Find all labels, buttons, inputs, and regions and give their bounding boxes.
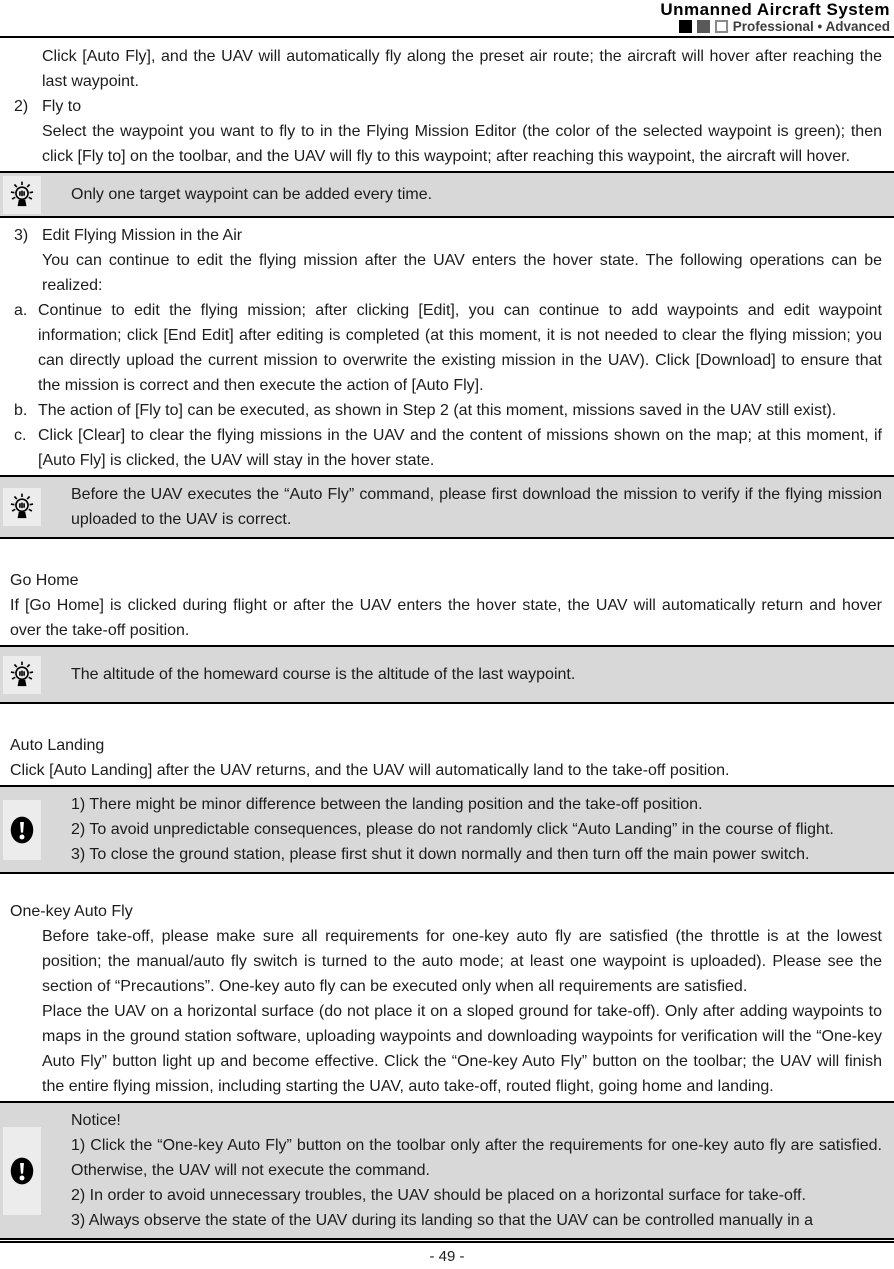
tip-text: Only one target waypoint can be added every time. [71, 186, 433, 203]
sub-item-b [14, 398, 882, 423]
warning-exclamation-icon [3, 1127, 41, 1215]
notice-box [0, 1101, 894, 1240]
go-home-paragraph: If [Go Home] is clicked during flight or after the UAV enters the hover state, the UAV will automatically return and hover over the take-off position. [10, 597, 882, 639]
auto-landing-paragraph: Click [Auto Landing] after the UAV returns, and the UAV will automatically land to the take-off position. [10, 762, 730, 779]
warning-line: 3) To close the ground station, please first shut it down normally and then turn off the main power switch. [71, 846, 810, 863]
list-marker: b. [14, 402, 28, 419]
one-key-paragraph-1: Before take-off, please make sure all requirements for one-key auto fly are satisfied (the throttle is at the lowest position; the manual/auto fly switch is turned to the auto mode; at least one waypoint is uploaded). Please see the section of “Precautions”. One-key auto fly can be executed only when all requirements are satisfied. [42, 928, 882, 995]
warning-box-1 [0, 785, 894, 874]
tip-box-3 [0, 645, 894, 704]
auto-fly-paragraph: Click [Auto Fly], and the UAV will automatically fly along the preset air route; the aircraft will hover after reaching the last waypoint. [42, 48, 882, 90]
one-key-auto-fly-heading: One-key Auto Fly [10, 903, 133, 920]
list-item-2-fly-to [14, 94, 882, 119]
sub-item-text: Continue to edit the flying mission; after clicking [Edit], you can continue to add waypoints and edit waypoint information; click [End Edit] after editing is completed (at this moment, it is not needed to clear the flying mission; you can directly upload the current mission to overwrite the existing mission in the UAV). Click [Download] to ensure that the mission is correct and then execute the action of [Auto Fly]. [38, 302, 882, 394]
legend-square-gray-icon [697, 20, 710, 33]
fly-to-paragraph: Select the waypoint you want to fly to in the Flying Mission Editor (the color of the selected waypoint is green); then click [Fly to] on the toolbar, and the UAV will fly to this waypoint; after reaching this waypoint, the aircraft will hover. [42, 123, 882, 165]
tip-box-1 [0, 171, 894, 218]
header-subtitle-row [0, 19, 890, 34]
notice-line: 2) In order to avoid unnecessary troubles, the UAV should be placed on a horizontal surface for take-off. [71, 1187, 806, 1204]
tip-box-2 [0, 475, 894, 539]
page-header [0, 0, 894, 38]
edit-mission-paragraph: You can continue to edit the flying mission after the UAV enters the hover state. The following operations can be realized: [42, 252, 882, 294]
legend-square-white-icon [715, 20, 728, 33]
header-title: Unmanned Aircraft System [660, 0, 890, 19]
list-item-title: Fly to [42, 98, 82, 115]
warning-line: 2) To avoid unpredictable consequences, please do not randomly click “Auto Landing” in the course of flight. [71, 821, 834, 838]
tip-bulb-icon [3, 176, 41, 214]
auto-landing-heading: Auto Landing [10, 737, 105, 754]
notice-text [41, 1103, 894, 1238]
sub-item-text: The action of [Fly to] can be executed, as shown in Step 2 (at this moment, missions saved in the UAV still exist). [38, 402, 837, 419]
one-key-paragraph-2: Place the UAV on a horizontal surface (do not place it on a sloped ground for take-off). Only after adding waypoints to maps in the ground station software, uploading waypoints and downloading waypoints for verification will the “One-key Auto Fly” button light up and become effective. Click the “One-key Auto Fly” button on the toolbar; the UAV will finish the entire flying mission, including starting the UAV, auto take-off, routed flight, going home and landing. [42, 1003, 882, 1095]
notice-line: 1) Click the “One-key Auto Fly” button on the toolbar only after the requirements for one-key auto fly are satisfied. Otherwise, the UAV will not execute the command. [71, 1137, 882, 1179]
page-content [0, 38, 894, 1241]
warning-text [41, 787, 894, 872]
sub-item-text: Click [Clear] to clear the flying missions in the UAV and the content of missions shown on the map; at this moment, if [Auto Fly] is clicked, the UAV will stay in the hover state. [38, 427, 882, 469]
sub-item-c [14, 423, 882, 473]
list-item-title: Edit Flying Mission in the Air [42, 227, 243, 244]
warning-exclamation-icon [3, 800, 41, 860]
list-marker: 3) [14, 227, 29, 244]
tip-bulb-icon [3, 656, 41, 694]
list-marker: 2) [14, 98, 29, 115]
notice-line: 3) Always observe the state of the UAV during its landing so that the UAV can be controlled manually in a [71, 1212, 814, 1229]
list-item-3-edit-mission [14, 223, 882, 248]
go-home-heading: Go Home [10, 572, 79, 589]
page-footer [0, 1241, 894, 1269]
sub-item-a [14, 298, 882, 398]
notice-title: Notice! [71, 1112, 121, 1129]
legend-square-black-icon [679, 20, 692, 33]
tip-text: The altitude of the homeward course is the altitude of the last waypoint. [71, 666, 576, 683]
list-marker: c. [14, 427, 27, 444]
tip-text: Before the UAV executes the “Auto Fly” command, please first download the mission to verify if the flying mission uploaded to the UAV is correct. [71, 486, 882, 528]
page-number: - 49 - [429, 1248, 465, 1265]
list-marker: a. [14, 302, 28, 319]
warning-line: 1) There might be minor difference between the landing position and the take-off position. [71, 796, 703, 813]
header-subtitle: Professional • Advanced [732, 19, 890, 34]
tip-bulb-icon [3, 488, 41, 526]
